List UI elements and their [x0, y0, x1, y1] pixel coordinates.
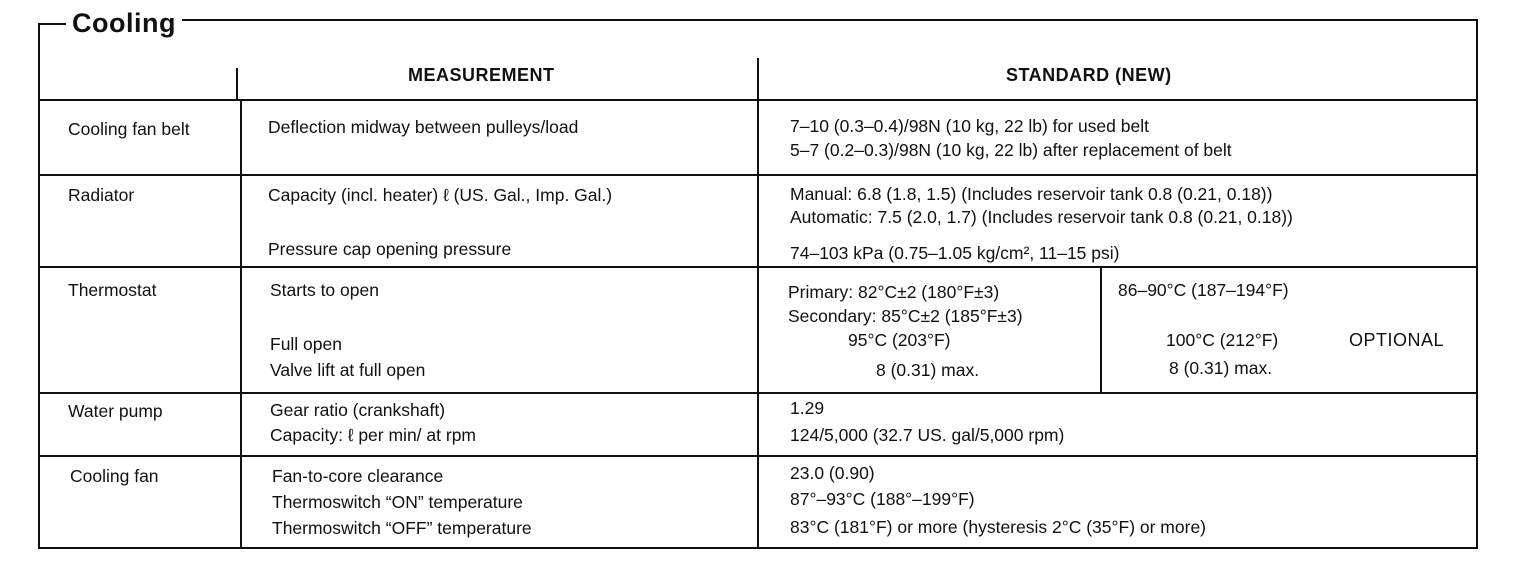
standard-text: Manual: 6.8 (1.8, 1.5) (Includes reservoir tank 0.8 (0.21, 0.18)) [790, 184, 1273, 204]
measurement-text: Starts to open [270, 280, 379, 300]
col-rule-2 [757, 58, 759, 549]
standard-text: 100°C (212°F) [1166, 330, 1279, 350]
col-rule-3 [1100, 268, 1102, 392]
optional-note: OPTIONAL [1349, 330, 1445, 350]
standard-text: Automatic: 7.5 (2.0, 1.7) (Includes reservoir tank 0.8 (0.21, 0.18)) [790, 207, 1293, 227]
measurement-text: Thermoswitch “OFF” temperature [272, 518, 532, 538]
standard-text: 1.29 [790, 398, 825, 418]
standard-text: 95°C (203°F) [848, 330, 951, 350]
measurement-text: Thermoswitch “ON” temperature [272, 492, 523, 512]
row-label-water-pump: Water pump [68, 401, 163, 421]
measurement-text: Fan-to-core clearance [272, 466, 444, 486]
row-label-radiator: Radiator [68, 185, 135, 205]
standard-text: 74–103 kPa (0.75–1.05 kg/cm², 11–15 psi) [790, 243, 1120, 263]
measurement-text: Capacity: ℓ per min/ at rpm [270, 425, 477, 445]
measurement-text: Valve lift at full open [270, 360, 426, 380]
row-label-fan-belt: Cooling fan belt [68, 119, 190, 139]
measurement-text: Full open [270, 334, 342, 354]
header-measurement: MEASUREMENT [408, 65, 555, 85]
standard-text: 8 (0.31) max. [1169, 358, 1273, 378]
measurement-text: Deflection midway between pulleys/load [268, 117, 579, 137]
col-rule-1 [240, 101, 242, 549]
frame-left [38, 23, 40, 549]
standard-text: 124/5,000 (32.7 US. gal/5,000 rpm) [790, 425, 1065, 445]
frame-top-right [182, 19, 1478, 21]
standard-text: Primary: 82°C±2 (180°F±3) [788, 282, 1000, 302]
standard-text: 8 (0.31) max. [876, 360, 980, 380]
col-rule-1 [236, 68, 238, 101]
measurement-text: Capacity (incl. heater) ℓ (US. Gal., Imp. Gal.) [268, 185, 613, 205]
section-title: Cooling [66, 6, 182, 40]
standard-text: 83°C (181°F) or more (hysteresis 2°C (35°F) or more) [790, 517, 1207, 537]
measurement-text: Pressure cap opening pressure [268, 239, 512, 259]
standard-text: 86–90°C (187–194°F) [1118, 280, 1289, 300]
header-standard: STANDARD (NEW) [1006, 65, 1172, 85]
frame-top-left [38, 23, 68, 25]
standard-text: 23.0 (0.90) [790, 463, 875, 483]
standard-text: 7–10 (0.3–0.4)/98N (10 kg, 22 lb) for used belt [790, 116, 1149, 136]
row-label-cooling-fan: Cooling fan [70, 466, 159, 486]
standard-text: 87°–93°C (188°–199°F) [790, 489, 975, 509]
standard-text: 5–7 (0.2–0.3)/98N (10 kg, 22 lb) after replacement of belt [790, 140, 1232, 160]
measurement-text: Gear ratio (crankshaft) [270, 400, 446, 420]
row-label-thermostat: Thermostat [68, 280, 157, 300]
standard-text: Secondary: 85°C±2 (185°F±3) [788, 306, 1023, 326]
